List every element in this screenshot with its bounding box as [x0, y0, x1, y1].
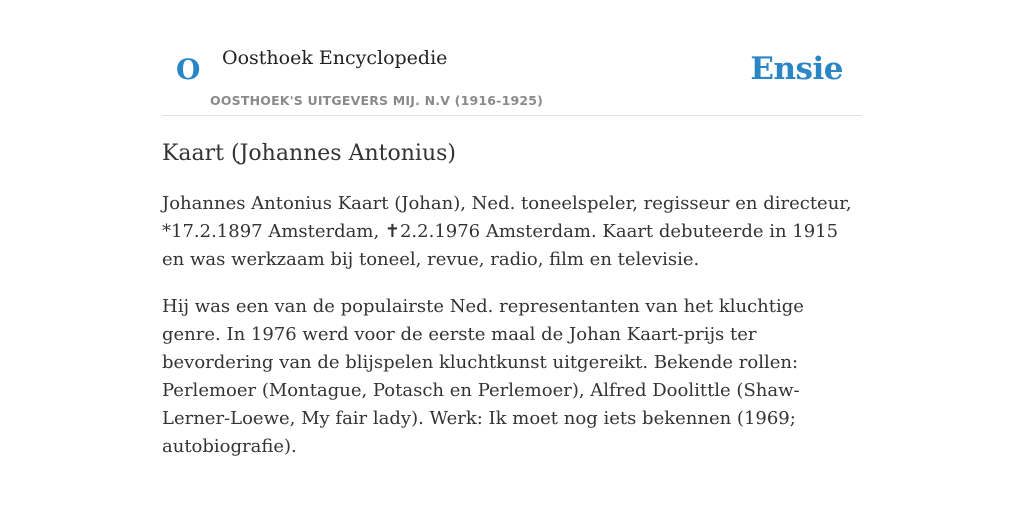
- source-title[interactable]: Oosthoek Encyclopedie: [222, 47, 448, 69]
- article-paragraph-2: Hij was een van de populairste Ned. representanten van het kluchtige genre. In 1976 werd voor de eerste maal de Johan Kaart-prijs ter bevordering van de blijspelen kluchtkunst uitgereikt. Bekende rollen: Perlemoer (Montague, Potasch en Perlemoer), Alfred Doolittle (Shaw-Lerner-Loewe, My fair lady). Werk: Ik moet nog iets bekennen (1969; autobiografie).: [162, 296, 804, 457]
- article-title: Kaart (Johannes Antonius): [162, 141, 456, 166]
- article-paragraph-1: Johannes Antonius Kaart (Johan), Ned. toneelspeler, regisseur en directeur, *17.2.1897 Amsterdam, ✝2.2.1976 Amsterdam. Kaart debuteerde in 1915 en was werkzaam bij toneel, revue, radio, film en televisie.: [162, 193, 852, 270]
- publisher-line: OOSTHOEK'S UITGEVERS MIJ. N.V (1916-1925): [210, 93, 544, 108]
- source-header: [162, 30, 862, 116]
- article: [162, 138, 862, 480]
- source-logo[interactable]: O: [176, 53, 201, 86]
- ensie-logo-link[interactable]: Ensie: [750, 51, 843, 87]
